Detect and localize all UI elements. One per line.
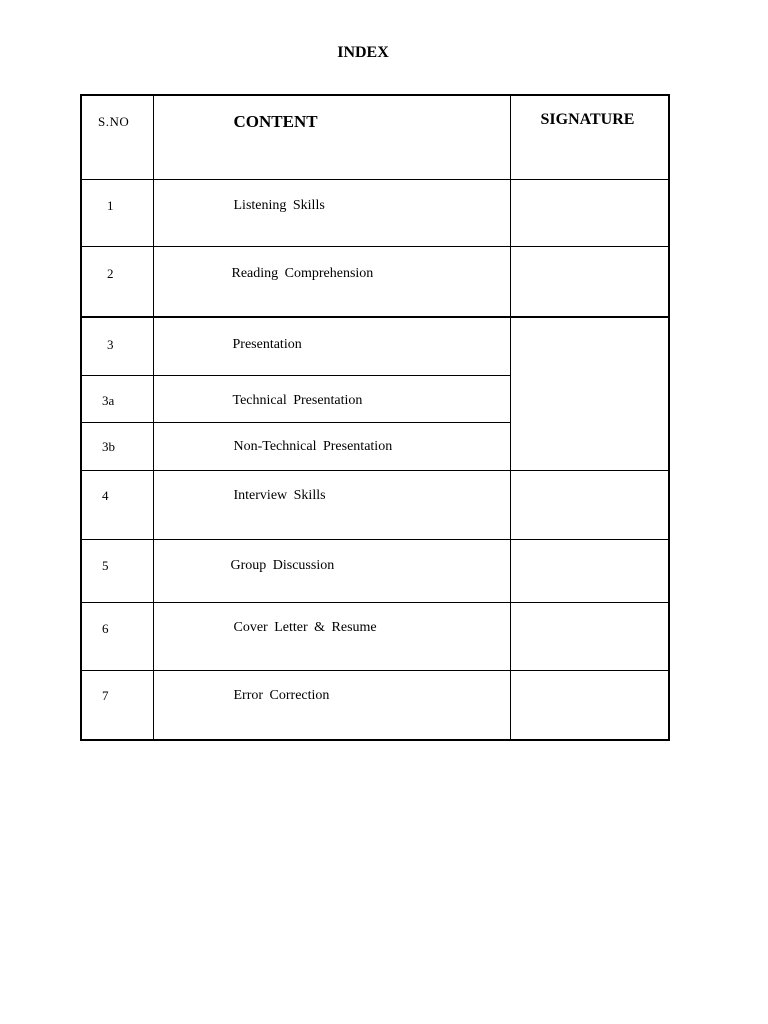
header-cell-content [153, 95, 510, 179]
sno: 3 [107, 337, 114, 353]
table-row [81, 471, 669, 540]
signature-cell[interactable] [510, 179, 669, 246]
page-title: INDEX [337, 44, 389, 61]
sno: 6 [102, 621, 109, 637]
header-row [81, 95, 669, 179]
content-cell [153, 471, 510, 540]
content-cell [153, 422, 510, 470]
sno-cell [81, 246, 153, 317]
signature-cell[interactable] [510, 671, 669, 740]
header-cell-signature [510, 95, 669, 179]
table-row [81, 179, 669, 246]
signature-cell[interactable] [510, 603, 669, 671]
content-cell [153, 603, 510, 671]
content-text: Reading Comprehension [231, 265, 374, 281]
header-sno: S.NO [98, 114, 130, 129]
table-row [81, 246, 669, 317]
sno: 1 [107, 197, 114, 213]
signature-cell[interactable] [510, 471, 669, 540]
sno-cell [81, 179, 153, 246]
sno: 7 [102, 688, 109, 704]
content-text: Technical Presentation [232, 392, 363, 408]
sno-cell [81, 375, 153, 422]
content-cell [153, 671, 510, 740]
sno: 3b [102, 438, 115, 454]
header-content: CONTENT [233, 112, 318, 131]
sno-cell [81, 317, 153, 375]
content-text: Presentation [232, 337, 302, 353]
sno-cell [81, 671, 153, 740]
header-signature: SIGNATURE [540, 111, 635, 128]
header-cell-sno [81, 95, 153, 179]
signature-cell[interactable] [510, 317, 669, 470]
content-cell [153, 540, 510, 603]
signature-cell[interactable] [510, 246, 669, 317]
content-cell [153, 317, 510, 375]
index-table [80, 94, 670, 741]
sno: 3a [102, 392, 115, 408]
content-text: Cover Letter & Resume [233, 620, 377, 636]
table-row [81, 671, 669, 740]
sno-cell [81, 540, 153, 603]
sno-cell [81, 603, 153, 671]
content-cell [153, 375, 510, 422]
table-row [81, 317, 669, 375]
content-cell [153, 246, 510, 317]
content-text: Listening Skills [233, 197, 325, 213]
content-text: Group Discussion [230, 558, 335, 574]
table-row [81, 603, 669, 671]
sno: 2 [107, 265, 114, 281]
sno: 4 [102, 488, 109, 504]
signature-cell[interactable] [510, 540, 669, 603]
content-cell [153, 179, 510, 246]
table-row [81, 540, 669, 603]
content-text: Non-Technical Presentation [233, 438, 393, 454]
sno-cell [81, 471, 153, 540]
sno: 5 [102, 558, 109, 574]
content-text: Error Correction [233, 688, 330, 704]
sno-cell [81, 422, 153, 470]
content-text: Interview Skills [233, 488, 326, 504]
